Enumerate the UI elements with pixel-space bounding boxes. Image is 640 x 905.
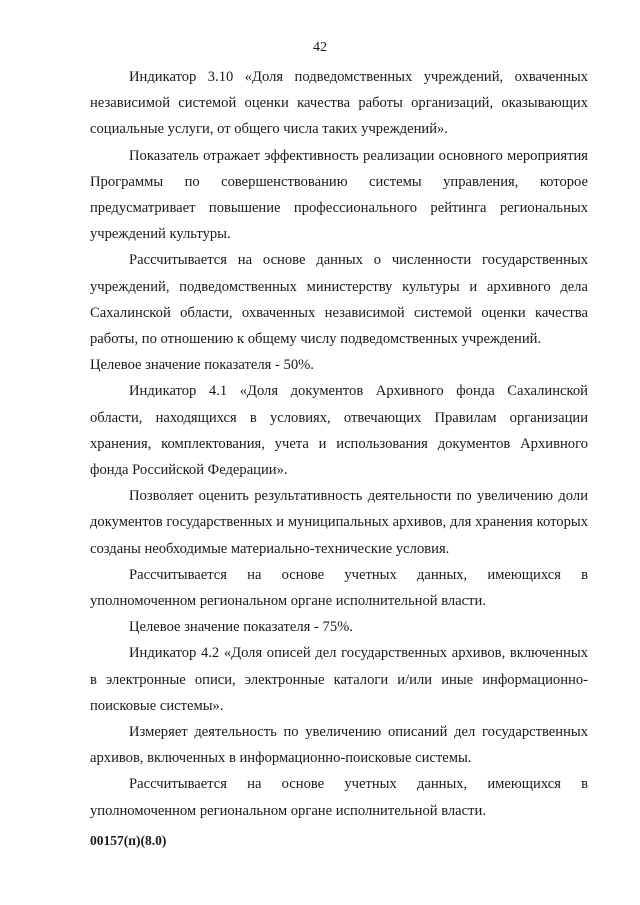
page-number: 42 [313, 40, 327, 55]
paragraph-calculation-method: Рассчитывается на основе данных о численности государственных учреждений, подведомственных министерству культуры и архивного дела Сахалинской области, охваченных независимой системой оценки качества работы, по отношению к общему числу подведомственных учреждений. [90, 252, 588, 348]
paragraph-indicator-description: Показатель отражает эффективность реализации основного мероприятия Программы по совершенствованию системы управления, которое предусматривает повышение профессионального рейтинга региональных учреждений культуры. [90, 147, 588, 243]
paragraph-target-value: Целевое значение показателя - 50%. [90, 357, 314, 374]
paragraph-calculation-method: Рассчитывается на основе учетных данных, имеющихся в уполномоченном региональном органе исполнительной власти. [90, 776, 588, 819]
paragraph-indicator-description: Позволяет оценить результативность деятельности по увеличению доли документов государственных и муниципальных архивов, для хранения которых созданы необходимые материально-технические условия. [90, 488, 588, 557]
document-body [90, 64, 588, 824]
paragraph-indicator-4-1: Индикатор 4.1 «Доля документов Архивного фонда Сахалинской области, находящихся в условиях, отвечающих Правилам организации хранения, комплектования, учета и использования документов Архивного фонда Российской Федерации». [90, 383, 588, 479]
paragraph-indicator-3-10: Индикатор 3.10 «Доля подведомственных учреждений, охваченных независимой системой оценки качества работы организаций, оказывающих социальные услуги, от общего числа таких учреждений». [90, 69, 588, 138]
paragraph-target-value: Целевое значение показателя - 75%. [129, 619, 353, 636]
paragraph-indicator-4-2: Индикатор 4.2 «Доля описей дел государственных архивов, включенных в электронные описи, электронные каталоги и/или иные информационно-поисковые системы». [90, 645, 588, 714]
paragraph-indicator-description: Измеряет деятельность по увеличению описаний дел государственных архивов, включенных в информационно-поисковые системы. [90, 724, 588, 767]
document-code: 00157(п)(8.0) [90, 833, 167, 848]
paragraph-calculation-method: Рассчитывается на основе учетных данных, имеющихся в уполномоченном региональном органе исполнительной власти. [90, 566, 588, 610]
